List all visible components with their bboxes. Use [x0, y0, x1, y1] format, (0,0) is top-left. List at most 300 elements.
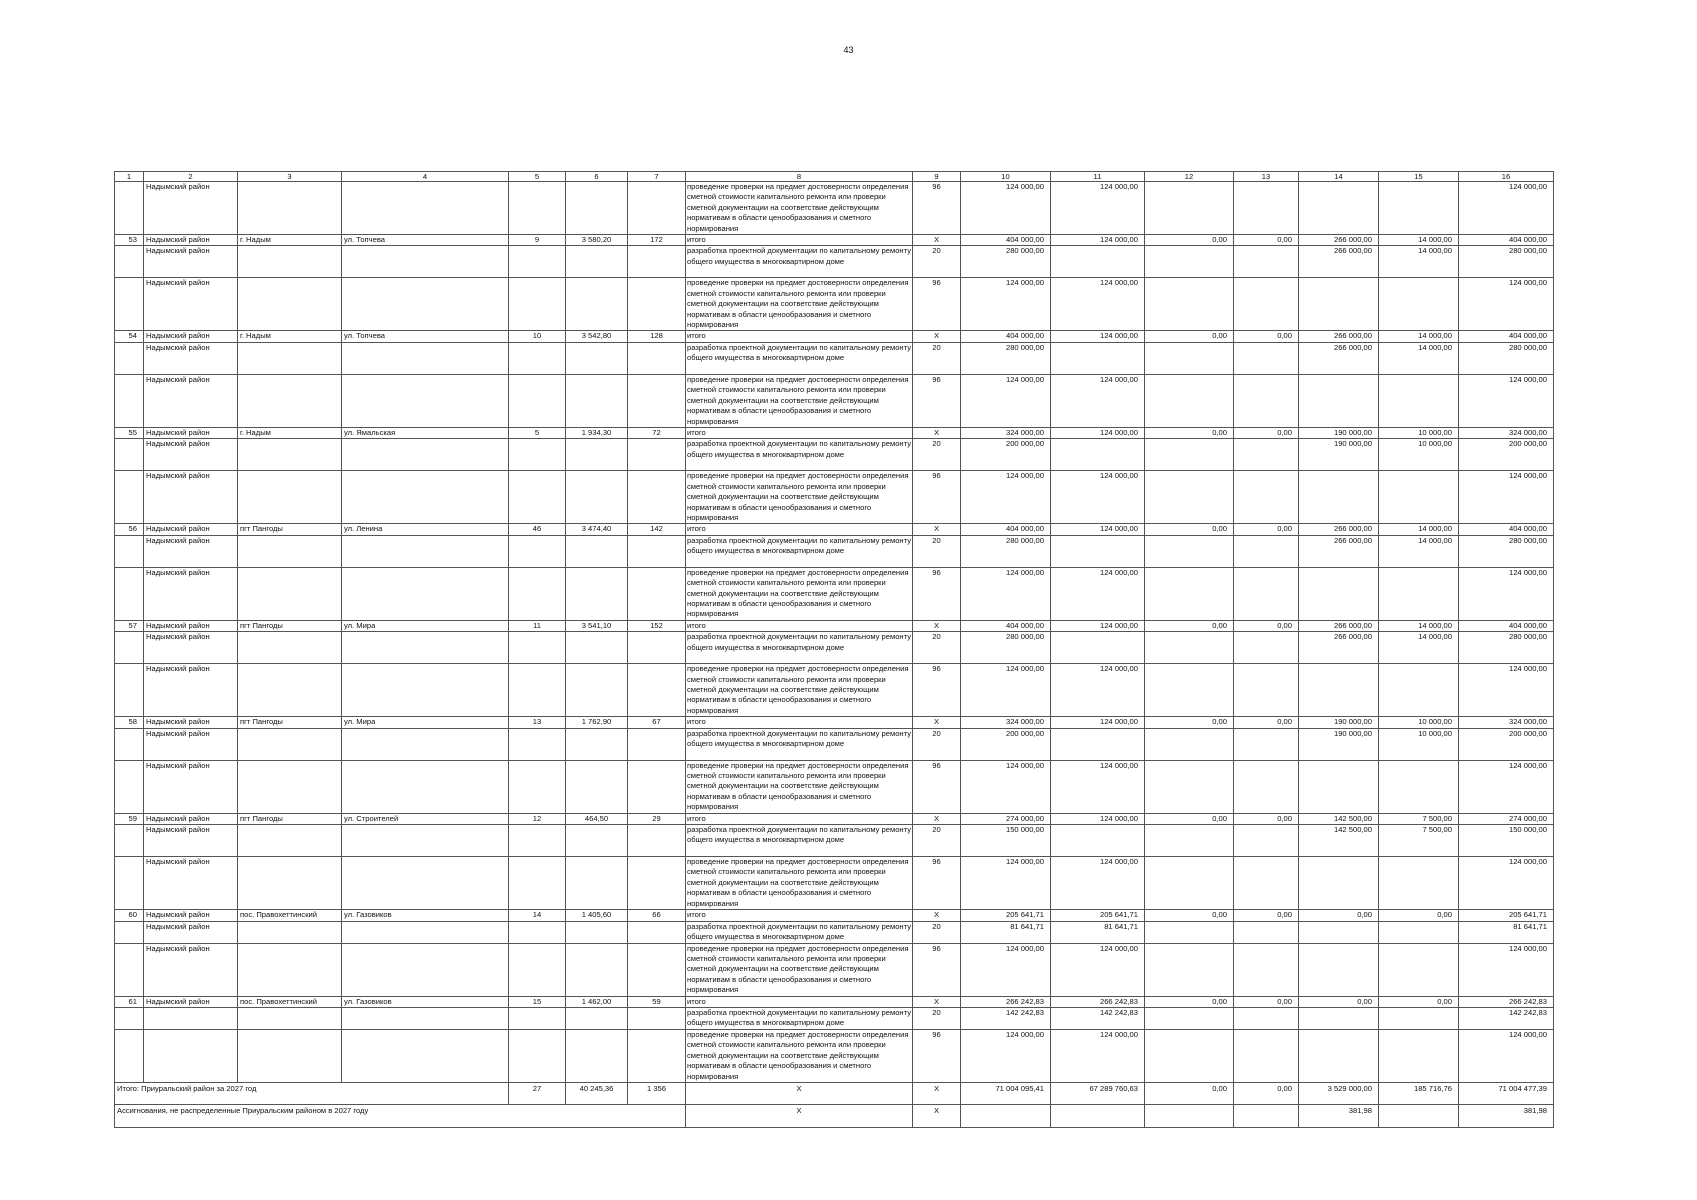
cell	[509, 632, 566, 664]
cell	[509, 535, 566, 567]
street-cell: ул. Газовиков	[342, 910, 509, 921]
cell	[1145, 471, 1234, 524]
amount-cell: 124 000,00	[1051, 857, 1145, 910]
district-cell: Надымский район	[144, 620, 238, 631]
amount-cell: 124 000,00	[1051, 374, 1145, 427]
house-number-cell: 15	[509, 996, 566, 1007]
amount-cell: 142 242,83	[961, 1007, 1051, 1029]
amount-cell: 150 000,00	[1459, 825, 1554, 857]
amount-cell: 124 000,00	[1051, 760, 1145, 813]
amount-cell: 71 004 095,41	[961, 1082, 1051, 1104]
verification-row	[115, 567, 1554, 620]
cell	[509, 825, 566, 857]
cell	[342, 1007, 509, 1029]
x-cell: X	[913, 1104, 961, 1127]
object-total-row	[115, 813, 1554, 824]
area-cell: 3 541,10	[566, 620, 628, 631]
work-type-cell: проведение проверки на предмет достоверности определения сметной стоимости капитального ремонта или проверки сметной документации на соответствие действующим нормативам в области ценообразования и сметного нормирования	[686, 1029, 913, 1082]
amount-cell: 190 000,00	[1299, 717, 1379, 728]
cell	[1379, 471, 1459, 524]
object-number-cell: 54	[115, 331, 144, 342]
amount-cell: 124 000,00	[961, 760, 1051, 813]
amount-cell: 266 000,00	[1299, 620, 1379, 631]
cell	[628, 728, 686, 760]
column-number: 8	[686, 172, 913, 182]
code-cell: 20	[913, 535, 961, 567]
district-cell: Надымский район	[144, 471, 238, 524]
design-work-row	[115, 825, 1554, 857]
code-cell: X	[913, 717, 961, 728]
street-cell: ул. Мира	[342, 620, 509, 631]
column-number: 10	[961, 172, 1051, 182]
amount-cell: 266 000,00	[1299, 524, 1379, 535]
cell	[1299, 182, 1379, 235]
design-work-row	[115, 921, 1554, 943]
cell	[509, 943, 566, 996]
work-type-cell: итого	[686, 996, 913, 1007]
amount-cell: 266 242,83	[961, 996, 1051, 1007]
amount-cell: 142 242,83	[1051, 1007, 1145, 1029]
column-number: 5	[509, 172, 566, 182]
cell	[566, 1007, 628, 1029]
object-number-cell: 57	[115, 620, 144, 631]
cell	[238, 1007, 342, 1029]
amount-cell: 14 000,00	[1379, 632, 1459, 664]
cell	[1379, 1029, 1459, 1082]
cell	[628, 567, 686, 620]
code-cell: 20	[913, 632, 961, 664]
cell	[628, 246, 686, 278]
amount-cell: 81 641,71	[961, 921, 1051, 943]
cell	[566, 567, 628, 620]
cell	[342, 921, 509, 943]
area-cell: 464,50	[566, 813, 628, 824]
code-cell: X	[913, 910, 961, 921]
object-number-cell: 55	[115, 427, 144, 438]
cell	[1379, 278, 1459, 331]
cell	[1145, 921, 1234, 943]
cell	[566, 760, 628, 813]
amount-cell: 280 000,00	[1459, 246, 1554, 278]
residents-cell: 128	[628, 331, 686, 342]
cell	[566, 342, 628, 374]
cell	[115, 632, 144, 664]
cell	[1299, 760, 1379, 813]
amount-cell: 266 000,00	[1299, 246, 1379, 278]
amount-cell: 0,00	[1145, 235, 1234, 246]
unallocated-label-cell: Ассигнования, не распределенные Приуральским районом в 2027 году	[115, 1104, 686, 1127]
amount-cell: 0,00	[1234, 331, 1299, 342]
cell	[566, 535, 628, 567]
cell	[1234, 857, 1299, 910]
district-cell: Надымский район	[144, 524, 238, 535]
amount-cell: 124 000,00	[1459, 857, 1554, 910]
amount-cell: 10 000,00	[1379, 439, 1459, 471]
amount-cell: 404 000,00	[961, 235, 1051, 246]
amount-cell: 280 000,00	[1459, 342, 1554, 374]
design-work-row	[115, 535, 1554, 567]
object-total-row	[115, 717, 1554, 728]
amount-cell: 124 000,00	[1459, 374, 1554, 427]
cell	[115, 1007, 144, 1029]
settlement-cell: г. Надым	[238, 331, 342, 342]
settlement-cell: г. Надым	[238, 235, 342, 246]
amount-cell: 124 000,00	[1459, 943, 1554, 996]
residents-cell: 66	[628, 910, 686, 921]
amount-cell: 266 000,00	[1299, 632, 1379, 664]
cell	[628, 1029, 686, 1082]
cell	[1379, 943, 1459, 996]
amount-cell: 190 000,00	[1299, 439, 1379, 471]
cell	[342, 374, 509, 427]
code-cell: 20	[913, 825, 961, 857]
amount-cell: 124 000,00	[1459, 278, 1554, 331]
cell	[1234, 728, 1299, 760]
work-type-cell: разработка проектной документации по капитальному ремонту общего имущества в многоквартирном доме	[686, 1007, 913, 1029]
amount-cell: 190 000,00	[1299, 427, 1379, 438]
cell	[342, 664, 509, 717]
column-number: 12	[1145, 172, 1234, 182]
amount-cell: 14 000,00	[1379, 331, 1459, 342]
object-total-row	[115, 524, 1554, 535]
district-cell: Надымский район	[144, 567, 238, 620]
amount-cell: 124 000,00	[961, 857, 1051, 910]
cell	[1145, 632, 1234, 664]
cell	[238, 471, 342, 524]
column-number: 16	[1459, 172, 1554, 182]
x-cell: X	[686, 1104, 913, 1127]
cell	[1234, 471, 1299, 524]
cell	[238, 182, 342, 235]
summary-label-cell: Итого: Приуральский район за 2027 год	[115, 1082, 509, 1104]
cell	[238, 921, 342, 943]
cell	[342, 632, 509, 664]
cell	[628, 632, 686, 664]
cell	[1299, 943, 1379, 996]
house-number-cell: 14	[509, 910, 566, 921]
cell	[566, 825, 628, 857]
object-total-row	[115, 910, 1554, 921]
amount-cell: 324 000,00	[961, 427, 1051, 438]
capital-repair-table	[114, 171, 1554, 1128]
cell	[509, 1007, 566, 1029]
amount-cell: 124 000,00	[961, 278, 1051, 331]
cell	[1234, 535, 1299, 567]
cell	[115, 1029, 144, 1082]
code-cell: 96	[913, 374, 961, 427]
amount-cell: 0,00	[1379, 996, 1459, 1007]
cell	[628, 921, 686, 943]
area-cell: 3 580,20	[566, 235, 628, 246]
amount-cell: 124 000,00	[1051, 664, 1145, 717]
code-cell: X	[913, 331, 961, 342]
amount-cell: 124 000,00	[1459, 182, 1554, 235]
code-cell: 96	[913, 857, 961, 910]
work-type-cell: проведение проверки на предмет достоверности определения сметной стоимости капитального ремонта или проверки сметной документации на соответствие действующим нормативам в области ценообразования и сметного нормирования	[686, 943, 913, 996]
cell	[628, 471, 686, 524]
cell	[115, 439, 144, 471]
cell	[115, 374, 144, 427]
code-cell: 96	[913, 943, 961, 996]
street-cell: ул. Строителей	[342, 813, 509, 824]
work-type-cell: разработка проектной документации по капитальному ремонту общего имущества в многоквартирном доме	[686, 728, 913, 760]
cell	[566, 439, 628, 471]
cell	[1145, 760, 1234, 813]
cell	[238, 246, 342, 278]
column-number: 13	[1234, 172, 1299, 182]
amount-cell: 381,98	[1299, 1104, 1379, 1127]
cell	[509, 567, 566, 620]
code-cell: 20	[913, 1007, 961, 1029]
cell	[566, 278, 628, 331]
settlement-cell: пос. Правохеттинский	[238, 996, 342, 1007]
work-type-cell: проведение проверки на предмет достоверности определения сметной стоимости капитального ремонта или проверки сметной документации на соответствие действующим нормативам в области ценообразования и сметного нормирования	[686, 374, 913, 427]
amount-cell: 10 000,00	[1379, 717, 1459, 728]
amount-cell: 67 289 760,63	[1051, 1082, 1145, 1104]
object-total-row	[115, 235, 1554, 246]
cell	[628, 943, 686, 996]
amount-cell: 142 242,83	[1459, 1007, 1554, 1029]
district-cell: Надымский район	[144, 246, 238, 278]
cell	[1234, 921, 1299, 943]
work-type-cell: разработка проектной документации по капитальному ремонту общего имущества в многоквартирном доме	[686, 632, 913, 664]
cell	[238, 1029, 342, 1082]
cell	[342, 1029, 509, 1082]
amount-cell: 404 000,00	[961, 524, 1051, 535]
amount-cell	[1379, 921, 1459, 943]
district-cell: Надымский район	[144, 921, 238, 943]
house-number-cell: 13	[509, 717, 566, 728]
amount-cell: 404 000,00	[1459, 331, 1554, 342]
amount-cell: 266 000,00	[1299, 535, 1379, 567]
cell	[1145, 943, 1234, 996]
amount-cell: 0,00	[1234, 427, 1299, 438]
work-type-cell: разработка проектной документации по капитальному ремонту общего имущества в многоквартирном доме	[686, 535, 913, 567]
cell	[1379, 1104, 1459, 1127]
cell	[1299, 567, 1379, 620]
amount-cell: 0,00	[1299, 910, 1379, 921]
amount-cell: 14 000,00	[1379, 535, 1459, 567]
cell	[1234, 567, 1299, 620]
cell	[509, 760, 566, 813]
district-cell: Надымский район	[144, 632, 238, 664]
cell	[1234, 632, 1299, 664]
work-type-cell: проведение проверки на предмет достоверности определения сметной стоимости капитального ремонта или проверки сметной документации на соответствие действующим нормативам в области ценообразования и сметного нормирования	[686, 760, 913, 813]
cell	[628, 278, 686, 331]
amount-cell: 280 000,00	[961, 632, 1051, 664]
code-cell: X	[913, 235, 961, 246]
amount-cell	[1051, 535, 1145, 567]
amount-cell: 124 000,00	[1051, 235, 1145, 246]
object-number-cell: 56	[115, 524, 144, 535]
code-cell: X	[913, 524, 961, 535]
amount-cell	[1051, 439, 1145, 471]
cell	[1379, 760, 1459, 813]
work-type-cell: итого	[686, 331, 913, 342]
object-total-row	[115, 620, 1554, 631]
cell	[509, 471, 566, 524]
cell	[1234, 760, 1299, 813]
district-cell: Надымский район	[144, 235, 238, 246]
unallocated-row	[115, 1104, 1554, 1127]
work-type-cell: проведение проверки на предмет достоверности определения сметной стоимости капитального ремонта или проверки сметной документации на соответствие действующим нормативам в области ценообразования и сметного нормирования	[686, 857, 913, 910]
amount-cell: 0,00	[1299, 996, 1379, 1007]
residents-cell: 152	[628, 620, 686, 631]
work-type-cell: разработка проектной документации по капитальному ремонту общего имущества в многоквартирном доме	[686, 825, 913, 857]
residents-cell: 59	[628, 996, 686, 1007]
settlement-cell: пгт Пангоды	[238, 717, 342, 728]
district-cell: Надымский район	[144, 374, 238, 427]
amount-cell: 404 000,00	[1459, 235, 1554, 246]
column-number-row	[115, 172, 1554, 182]
cell	[1145, 278, 1234, 331]
district-cell: Надымский район	[144, 943, 238, 996]
work-type-cell: итого	[686, 620, 913, 631]
amount-cell: 0,00	[1234, 1082, 1299, 1104]
amount-cell: 0,00	[1145, 331, 1234, 342]
area-cell: 1 405,60	[566, 910, 628, 921]
cell	[509, 182, 566, 235]
column-number: 11	[1051, 172, 1145, 182]
amount-cell: 404 000,00	[1459, 620, 1554, 631]
amount-cell: 124 000,00	[961, 182, 1051, 235]
amount-cell: 124 000,00	[961, 471, 1051, 524]
code-cell: 20	[913, 342, 961, 374]
cell	[115, 664, 144, 717]
cell	[342, 943, 509, 996]
amount-cell: 14 000,00	[1379, 246, 1459, 278]
code-cell: 96	[913, 760, 961, 813]
cell	[628, 760, 686, 813]
column-number: 3	[238, 172, 342, 182]
amount-cell: 200 000,00	[961, 439, 1051, 471]
cell	[509, 342, 566, 374]
cell	[628, 374, 686, 427]
cell	[961, 1104, 1051, 1127]
code-cell: X	[913, 427, 961, 438]
cell	[115, 943, 144, 996]
cell	[115, 921, 144, 943]
district-cell: Надымский район	[144, 825, 238, 857]
amount-cell: 81 641,71	[1459, 921, 1554, 943]
amount-cell: 124 000,00	[1051, 182, 1145, 235]
cell	[238, 664, 342, 717]
amount-cell: 0,00	[1145, 524, 1234, 535]
amount-cell: 200 000,00	[1459, 728, 1554, 760]
cell	[115, 857, 144, 910]
house-number-cell: 9	[509, 235, 566, 246]
amount-cell: 200 000,00	[1459, 439, 1554, 471]
district-cell: Надымский район	[144, 182, 238, 235]
cell	[1145, 728, 1234, 760]
amount-cell: 0,00	[1145, 813, 1234, 824]
verification-row	[115, 943, 1554, 996]
cell	[1234, 374, 1299, 427]
cell	[1234, 1029, 1299, 1082]
cell	[1379, 664, 1459, 717]
x-cell: X	[686, 1082, 913, 1104]
amount-cell: 124 000,00	[1051, 471, 1145, 524]
amount-cell: 7 500,00	[1379, 825, 1459, 857]
work-type-cell: разработка проектной документации по капитальному ремонту общего имущества в многоквартирном доме	[686, 439, 913, 471]
amount-cell: 190 000,00	[1299, 728, 1379, 760]
cell	[115, 342, 144, 374]
cell	[509, 728, 566, 760]
settlement-cell: пгт Пангоды	[238, 620, 342, 631]
cell	[1299, 1029, 1379, 1082]
district-cell: Надымский район	[144, 760, 238, 813]
code-cell: X	[913, 996, 961, 1007]
cell	[1145, 1007, 1234, 1029]
residents-cell: 67	[628, 717, 686, 728]
house-number-cell: 11	[509, 620, 566, 631]
cell	[509, 246, 566, 278]
amount-cell: 124 000,00	[961, 374, 1051, 427]
district-cell: Надымский район	[144, 535, 238, 567]
cell	[628, 535, 686, 567]
residents-cell: 172	[628, 235, 686, 246]
work-type-cell: проведение проверки на предмет достоверности определения сметной стоимости капитального ремонта или проверки сметной документации на соответствие действующим нормативам в области ценообразования и сметного нормирования	[686, 182, 913, 235]
cell	[238, 760, 342, 813]
cell	[342, 278, 509, 331]
work-type-cell: проведение проверки на предмет достоверности определения сметной стоимости капитального ремонта или проверки сметной документации на соответствие действующим нормативам в области ценообразования и сметного нормирования	[686, 471, 913, 524]
street-cell: ул. Топчева	[342, 235, 509, 246]
amount-cell: 200 000,00	[961, 728, 1051, 760]
cell	[509, 1029, 566, 1082]
amount-cell: 14 000,00	[1379, 342, 1459, 374]
cell	[1234, 342, 1299, 374]
cell	[566, 857, 628, 910]
cell	[1145, 567, 1234, 620]
amount-cell: 10 000,00	[1379, 728, 1459, 760]
amount-cell: 404 000,00	[961, 331, 1051, 342]
cell	[628, 857, 686, 910]
work-type-cell: проведение проверки на предмет достоверности определения сметной стоимости капитального ремонта или проверки сметной документации на соответствие действующим нормативам в области ценообразования и сметного нормирования	[686, 278, 913, 331]
code-cell: 20	[913, 921, 961, 943]
cell	[1145, 825, 1234, 857]
column-number: 15	[1379, 172, 1459, 182]
code-cell: 96	[913, 471, 961, 524]
settlement-cell: пос. Правохеттинский	[238, 910, 342, 921]
amount-cell	[1299, 1007, 1379, 1029]
settlement-cell: пгт Пангоды	[238, 524, 342, 535]
work-type-cell: разработка проектной документации по капитальному ремонту общего имущества в многоквартирном доме	[686, 342, 913, 374]
amount-cell: 274 000,00	[961, 813, 1051, 824]
amount-cell	[1051, 632, 1145, 664]
cell	[238, 374, 342, 427]
object-number-cell: 61	[115, 996, 144, 1007]
design-work-row	[115, 632, 1554, 664]
amount-cell: 0,00	[1145, 427, 1234, 438]
cell	[566, 943, 628, 996]
amount-cell: 0,00	[1145, 717, 1234, 728]
cell	[509, 857, 566, 910]
column-number: 9	[913, 172, 961, 182]
amount-cell: 0,00	[1234, 524, 1299, 535]
amount-cell: 3 529 000,00	[1299, 1082, 1379, 1104]
street-cell: ул. Ямальская	[342, 427, 509, 438]
amount-cell: 205 641,71	[961, 910, 1051, 921]
cell	[628, 1007, 686, 1029]
cell	[1145, 182, 1234, 235]
verification-row	[115, 857, 1554, 910]
house-number-cell: 12	[509, 813, 566, 824]
cell	[1234, 246, 1299, 278]
cell	[115, 246, 144, 278]
cell	[509, 278, 566, 331]
cell	[238, 825, 342, 857]
cell	[566, 664, 628, 717]
